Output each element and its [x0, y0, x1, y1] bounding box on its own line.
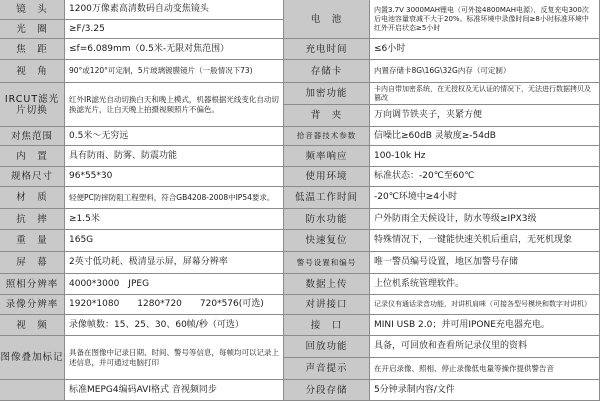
value-lens: 1200万像素高清数码自动变焦镜头 — [65, 0, 284, 20]
value-frequency-response: 100-10k Hz — [370, 146, 600, 167]
label-lens: 镜 头 — [0, 0, 65, 20]
value-segmented-storage: 5分钟录制内容/文件 — [370, 380, 600, 401]
label-intercom-port: 对讲接口 — [284, 295, 370, 315]
label-drop-resistance: 抗 摔 — [0, 209, 65, 230]
label-image-overlay: 图像叠加标记 — [0, 336, 65, 380]
value-aperture: ≥F/3.25 — [65, 20, 284, 39]
value-video-resolution: 1920*1080 1280*720 720*576(可选) — [65, 295, 284, 315]
label-sound-prompt: 声音提示 — [284, 358, 370, 380]
label-aperture: 光 圈 — [0, 20, 65, 39]
value-built-in: 具有防雨、防雾、防震功能 — [65, 146, 284, 167]
label-badge-number: 警号设置和编号 — [284, 252, 370, 274]
label-frequency-response: 频率响应 — [284, 146, 370, 167]
value-intercom-port: 记录仪有通话录音功能，对讲机肩咪（可接各型号模块和数字对讲机） — [370, 295, 600, 315]
value-mic-specs: 信噪比≥60dB 灵敏度≥-54dB — [370, 127, 600, 146]
label-playback: 回放功能 — [284, 336, 370, 358]
label-low-temp-time: 低温工作时间 — [284, 187, 370, 209]
label-segmented-storage: 分段存储 — [284, 380, 370, 401]
value-waterproof: 户外防雨全天候设计，防水等级≥IPX3级 — [370, 209, 600, 230]
value-focus-range: 0.5米～无穷远 — [65, 127, 284, 146]
label-interface: 接 口 — [284, 315, 370, 336]
value-weight: 165G — [65, 230, 284, 252]
value-low-temp-time: -20℃环境中≥4小时 — [370, 187, 600, 209]
label-view-angle: 视 角 — [0, 60, 65, 83]
value-material: 轻便PC防摔防阻工程塑料，符合GB4208-2008中IP54要求。 — [65, 187, 284, 209]
label-video-resolution: 录像分辨率 — [0, 295, 65, 315]
value-charge-time: ≤6小时 — [370, 39, 600, 60]
label-focal-length: 焦 距 — [0, 39, 65, 60]
value-photo-resolution: 4000*3000 JPEG — [65, 274, 284, 295]
label-built-in: 内 置 — [0, 146, 65, 167]
value-ircut-filter: 红外IR滤光自动切换白天和晚上模式，机器根据光线变化自动切换滤光片，让白天晚上拍摄视频照片不偏色。 — [65, 83, 284, 127]
value-interface: MINI USB 2.0；并可用IPONE充电器充电。 — [370, 315, 600, 336]
label-photo-resolution: 照相分辨率 — [0, 274, 65, 295]
value-operating-environment: 标准状态：-20℃至60℃ — [370, 167, 600, 187]
label-operating-environment: 使用环境 — [284, 167, 370, 187]
label-charge-time: 充电时间 — [284, 39, 370, 60]
label-battery: 电 池 — [284, 0, 370, 39]
value-data-upload: 上位机系统管理软件。 — [370, 274, 600, 295]
label-mic-specs: 拾音器技术参数 — [284, 127, 370, 146]
value-video: 录像帧数：15、25、30、60帧/秒（可选） — [65, 315, 284, 336]
value-battery: 内置3.7V 3000MAH锂电（可外接4800MAH电源），反复充电300次后电池容量衰减不大于20%。标准环境中录像时间≥8小时标准环境中红外开启状态≥5小时 — [370, 0, 600, 39]
label-video: 视 频 — [0, 315, 65, 336]
value-encoding: 标准MEPG4编码AVI格式 音视频同步 — [65, 380, 284, 401]
value-badge-number: 唯一警员编号设置，地区加警号存储 — [370, 252, 600, 274]
label-dimensions: 规格尺寸 — [0, 167, 65, 187]
value-quick-reset: 特殊情况下，一键能快速关机后重启，无死机现象 — [370, 230, 600, 252]
value-image-overlay: 具备在图像中记录日期、时间、警号等信息，每帧均可以记录上述信息，并可通过电脑打印 — [65, 336, 284, 380]
label-data-upload: 数据上传 — [284, 274, 370, 295]
value-view-angle: 90°或120°可定制，5片玻璃镀膜镜片（一般情况下73) — [65, 60, 284, 83]
label-storage-card: 存储卡 — [284, 60, 370, 83]
label-encryption: 加密功能 — [284, 83, 370, 105]
label-waterproof: 防水功能 — [284, 209, 370, 230]
label-back-clip: 背 夹 — [284, 105, 370, 127]
label-material: 材 质 — [0, 187, 65, 209]
label-weight: 重 量 — [0, 230, 65, 252]
label-encoding-blank — [0, 380, 65, 401]
value-back-clip: 万向调节铁夹子，夹紧方便 — [370, 105, 600, 127]
value-playback: 具备，可回放和查看所记录仪里的资料 — [370, 336, 600, 358]
value-encryption: 卡内自带加密系统，在无授权及无认证的情况下，无法进行数据拷贝及篡改 — [370, 83, 600, 105]
label-screen: 屏 幕 — [0, 252, 65, 274]
value-storage-card: 内置存储卡8G\16G\32G内存（可定制） — [370, 60, 600, 83]
value-screen: 2英寸低功耗、极清显示屏，屏幕分辨率 — [65, 252, 284, 274]
value-sound-prompt: 在开启录像、照相、停止录像低电量等操作提供警告音 — [370, 358, 600, 380]
value-focal-length: ≤f=6.089mm（0.5米-无限对焦范围） — [65, 39, 284, 60]
label-ircut-filter: IRCUT滤光片切换 — [0, 83, 65, 127]
value-dimensions: 96*55*30 — [65, 167, 284, 187]
label-focus-range: 对焦范围 — [0, 127, 65, 146]
label-quick-reset: 快速复位 — [284, 230, 370, 252]
value-drop-resistance: ≥1.5米 — [65, 209, 284, 230]
